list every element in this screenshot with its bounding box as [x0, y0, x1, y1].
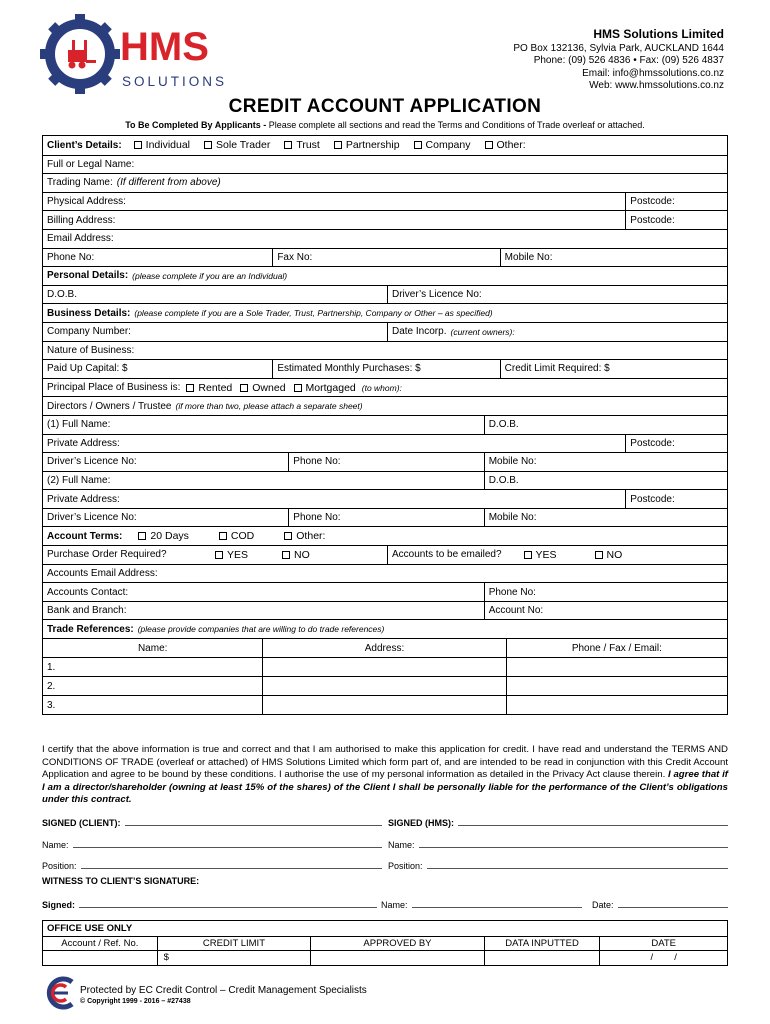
trade-references-note: (please provide companies that are willing to do trade references) — [137, 624, 385, 635]
personal-details-label: Personal Details: — [47, 270, 129, 282]
director-2-dob-label: D.O.B. — [488, 474, 519, 486]
director-1-dob-label: D.O.B. — [488, 419, 519, 431]
director-1-mobile-label: Mobile No: — [488, 456, 537, 468]
witness-row — [42, 900, 728, 910]
trade-header-contact: Phone / Fax / Email: — [571, 642, 662, 654]
company-web: Web: www.hmssolutions.co.nz — [589, 80, 724, 91]
witness-date-label: Date: — [592, 900, 614, 910]
capital-purchases-row[interactable] — [43, 359, 727, 378]
witness-name-label: Name: — [381, 900, 408, 910]
client-name-line[interactable] — [73, 847, 382, 848]
declaration-text: I certify that the above information is true and correct and that I am authorised to make this application for credit. I have read and understand the TERMS AND CONDITIONS OF TRADE (overleaf or attached) of HMS Solutions Limited which form part of, and are intended to be read in conjunction with this Credit Account Application and agree to be bound by these conditions. I authorise the use of my personal information as detailed in the Privacy Act clause therein. — [42, 744, 728, 781]
signature-row-signed — [42, 818, 728, 828]
witness-date-line[interactable] — [618, 907, 728, 908]
bank-label: Bank and Branch: — [47, 605, 127, 617]
checkbox-rented[interactable]: Rented — [186, 382, 232, 394]
billing-address-row[interactable] — [43, 210, 727, 229]
director-1-address-row[interactable] — [43, 434, 727, 453]
director-1-licence-row[interactable] — [43, 452, 727, 471]
director-1-address-label: Private Address: — [47, 437, 120, 449]
date-incorp-label: Date Incorp. — [392, 326, 447, 338]
credit-limit-label: Credit Limit Required: $ — [504, 363, 610, 375]
email-address-row[interactable] — [43, 229, 727, 248]
trade-ref-row-3[interactable] — [43, 695, 727, 714]
instructions-bold: To Be Completed By Applicants - — [125, 120, 267, 130]
logo-subtext: SOLUTIONS — [122, 74, 228, 89]
application-form — [42, 135, 728, 715]
ec-credit-control-logo-icon — [42, 976, 76, 1010]
form-title: CREDIT ACCOUNT APPLICATION — [228, 96, 542, 117]
director-1-name-row[interactable] — [43, 415, 727, 434]
checkbox-cod[interactable]: COD — [219, 530, 254, 542]
office-header-date: DATE — [651, 937, 676, 949]
trading-name-row[interactable] — [43, 173, 727, 192]
checkbox-emailed-yes[interactable]: YES — [524, 549, 557, 561]
checkbox-other-terms[interactable]: Other: — [284, 530, 325, 542]
trade-ref-number: 1. — [47, 661, 56, 673]
director-2-name-row[interactable] — [43, 471, 727, 490]
signed-hms-line[interactable] — [458, 825, 728, 826]
footer-protected: Protected by EC Credit Control – Credit Management Specialists — [80, 985, 367, 996]
client-details-label: Client’s Details: — [47, 139, 122, 151]
company-email: Email: info@hmssolutions.co.nz — [582, 67, 724, 79]
office-header-data-inputted: DATA INPUTTED — [505, 937, 579, 949]
witness-signed-line[interactable] — [79, 907, 377, 908]
hms-position-label: Position: — [388, 861, 423, 871]
director-2-address-label: Private Address: — [47, 493, 120, 505]
postcode-label: Postcode: — [630, 196, 675, 208]
full-name-label: Full or Legal Name: — [47, 158, 135, 170]
accounts-email-row[interactable] — [43, 564, 727, 583]
checkbox-mortgaged[interactable]: Mortgaged — [294, 382, 356, 394]
signed-client-line[interactable] — [125, 825, 383, 826]
checkbox-individual[interactable]: Individual — [134, 139, 190, 151]
account-terms-label: Account Terms: — [47, 530, 123, 542]
witness-label: WITNESS TO CLIENT’S SIGNATURE: — [42, 876, 200, 886]
witness-name-line[interactable] — [412, 907, 583, 908]
phone-fax-mobile-row[interactable] — [43, 248, 727, 267]
company-phone-fax: Phone: (09) 526 4836 • Fax: (09) 526 4837 — [533, 55, 724, 66]
business-details-label: Business Details: — [47, 307, 131, 319]
company-details — [513, 28, 724, 93]
date-incorp-note: (current owners): — [450, 326, 515, 337]
hms-logo — [40, 14, 230, 94]
instructions-text: Please complete all sections and read the Terms and Conditions of Trade overleaf or attached. — [266, 120, 645, 130]
checkbox-trust[interactable]: Trust — [284, 139, 320, 151]
physical-address-row[interactable] — [43, 192, 727, 211]
client-position-label: Position: — [42, 861, 77, 871]
client-type-row — [43, 136, 727, 155]
accounts-contact-row[interactable] — [43, 582, 727, 601]
office-use-headers — [43, 936, 727, 951]
paid-up-capital-label: Paid Up Capital: $ — [47, 363, 128, 375]
declaration — [42, 744, 728, 807]
footer — [42, 976, 728, 1012]
director-1-phone-label: Phone No: — [293, 456, 341, 468]
phone-label: Phone No: — [47, 251, 95, 263]
physical-address-label: Physical Address: — [47, 196, 126, 208]
hms-name-label: Name: — [388, 840, 415, 850]
signed-client-label: SIGNED (CLIENT): — [42, 818, 121, 828]
office-use-values[interactable] — [43, 950, 727, 965]
form-instructions — [0, 120, 770, 130]
office-credit-dollar: $ — [163, 952, 169, 964]
fax-label: Fax No: — [277, 251, 313, 263]
checkbox-sole-trader[interactable]: Sole Trader — [204, 139, 270, 151]
accounts-contact-label: Accounts Contact: — [47, 586, 129, 598]
postcode-label: Postcode: — [630, 214, 675, 226]
checkbox-emailed-no[interactable]: NO — [595, 549, 623, 561]
declaration-emphasis: I agree that if I am a director/shareholder (owning at least 15% of the shares) of the Client I shall be personally liable for the performance of the Client’s obligations under this contract. — [42, 769, 728, 806]
company-number-row[interactable] — [43, 322, 727, 341]
company-number-label: Company Number: — [47, 326, 131, 338]
principal-place-label: Principal Place of Business is: — [47, 382, 181, 394]
company-name: HMS Solutions Limited — [593, 27, 724, 41]
trade-ref-number: 3. — [47, 699, 56, 711]
trade-ref-row-1[interactable] — [43, 657, 727, 676]
trade-references-header — [43, 619, 727, 638]
signature-row-position — [42, 861, 728, 871]
postcode-label: Postcode: — [630, 493, 675, 505]
email-address-label: Email Address: — [47, 233, 114, 245]
signature-row-name — [42, 840, 728, 850]
dob-licence-row[interactable] — [43, 285, 727, 304]
dob-label: D.O.B. — [47, 289, 78, 301]
checkbox-po-no[interactable]: NO — [282, 549, 310, 561]
directors-header-row — [43, 396, 727, 415]
office-header-account: Account / Ref. No. — [61, 937, 139, 949]
nature-of-business-label: Nature of Business: — [47, 344, 135, 356]
checkbox-po-yes[interactable]: YES — [215, 549, 248, 561]
checkbox-company[interactable]: Company — [414, 139, 471, 151]
director-2-address-row[interactable] — [43, 489, 727, 508]
bank-row[interactable] — [43, 601, 727, 620]
nature-of-business-row[interactable] — [43, 341, 727, 360]
emailed-label: Accounts to be emailed? — [392, 549, 502, 561]
est-purchases-label: Estimated Monthly Purchases: $ — [277, 363, 421, 375]
business-details-header — [43, 303, 727, 322]
personal-details-header — [43, 266, 727, 285]
mobile-label: Mobile No: — [504, 251, 553, 263]
director-2-name-label: (2) Full Name: — [47, 474, 111, 486]
account-no-label: Account No: — [488, 605, 544, 617]
client-name-label: Name: — [42, 840, 69, 850]
office-use-heading-row — [43, 921, 727, 936]
accounts-phone-label: Phone No: — [488, 586, 536, 598]
billing-address-label: Billing Address: — [47, 214, 116, 226]
trade-header-name: Name: — [137, 642, 168, 654]
signed-hms-label: SIGNED (HMS): — [388, 818, 454, 828]
po-required-label: Purchase Order Required? — [47, 549, 167, 561]
trade-header-address: Address: — [364, 642, 405, 654]
full-name-row[interactable] — [43, 155, 727, 174]
client-position-line[interactable] — [81, 868, 382, 869]
trade-ref-row-2[interactable] — [43, 676, 727, 695]
business-details-note: (please complete if you are a Sole Trader, Trust, Partnership, Company or Other – as specified) — [134, 308, 493, 319]
to-whom-note: (to whom): — [361, 382, 402, 393]
trade-references-label: Trade References: — [47, 623, 134, 635]
director-1-licence-label: Driver’s Licence No: — [47, 456, 137, 468]
director-2-licence-label: Driver’s Licence No: — [47, 512, 137, 524]
logo-text: HMS — [120, 25, 209, 69]
office-header-approved-by: APPROVED BY — [363, 937, 432, 949]
witness-heading-row — [42, 876, 728, 886]
director-1-name-label: (1) Full Name: — [47, 419, 111, 431]
trading-name-note: (If different from above) — [116, 177, 221, 189]
po-emailed-row — [43, 545, 727, 564]
office-date-slashes: / / — [650, 952, 677, 964]
director-2-mobile-label: Mobile No: — [488, 512, 537, 524]
company-address: PO Box 132136, Sylvia Park, AUCKLAND 1644 — [513, 42, 724, 54]
director-2-licence-row[interactable] — [43, 508, 727, 527]
office-use-table — [42, 920, 728, 966]
directors-label: Directors / Owners / Trustee — [47, 400, 172, 412]
office-header-credit-limit: CREDIT LIMIT — [202, 937, 265, 949]
trade-ref-number: 2. — [47, 680, 56, 692]
checkbox-owned[interactable]: Owned — [240, 382, 285, 394]
licence-label: Driver’s Licence No: — [392, 289, 482, 301]
office-use-label: OFFICE USE ONLY — [47, 922, 133, 934]
trade-headers-row — [43, 638, 727, 657]
directors-note: (if more than two, please attach a separate sheet) — [175, 401, 363, 412]
footer-copyright: © Copyright 1999 - 2016 – #27438 — [80, 998, 191, 1005]
principal-place-row — [43, 378, 727, 397]
trading-name-label: Trading Name: — [47, 177, 113, 189]
director-2-phone-label: Phone No: — [293, 512, 341, 524]
hms-position-line[interactable] — [427, 868, 728, 869]
accounts-email-label: Accounts Email Address: — [47, 567, 158, 579]
checkbox-20-days[interactable]: 20 Days — [138, 530, 189, 542]
hms-name-line[interactable] — [419, 847, 728, 848]
witness-signed-label: Signed: — [42, 900, 75, 910]
personal-details-note: (please complete if you are an Individual) — [132, 270, 288, 281]
checkbox-other[interactable]: Other: — [485, 139, 526, 151]
checkbox-partnership[interactable]: Partnership — [334, 139, 400, 151]
account-terms-row — [43, 526, 727, 545]
postcode-label: Postcode: — [630, 437, 675, 449]
